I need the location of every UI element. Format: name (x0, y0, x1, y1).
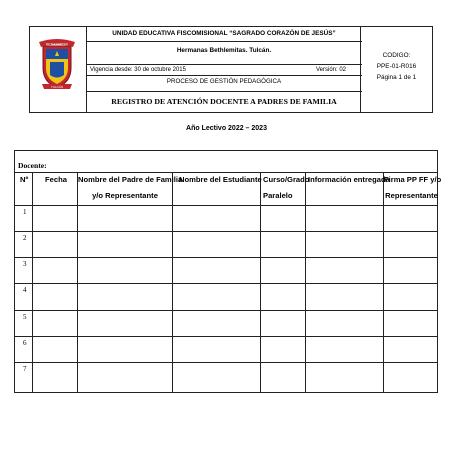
logo-text-bottom: TULCÁN (50, 85, 64, 89)
row-number: 4 (23, 286, 27, 294)
header-center (86, 27, 362, 112)
col-header-sign-line1: Firma PP FF y/o (384, 175, 442, 184)
document-header (29, 26, 433, 113)
col-header-parent-line1: Nombre del Padre de Familia (78, 175, 183, 184)
col-header-date: Fecha (45, 175, 67, 184)
row-number: 6 (23, 339, 27, 347)
school-crest-logo (37, 38, 77, 90)
institution-name: UNIDAD EDUCATIVA FISCOMISIONAL “SAGRADO CORAZÓN DE JESÚS” (112, 30, 336, 37)
row-number: 7 (23, 365, 27, 373)
col-header-info: Información entregada (308, 175, 390, 184)
school-year: Año Lectivo 2022 – 2023 (186, 125, 267, 132)
congregation-name: Hermanas Bethlemitas. Tulcán. (176, 47, 272, 54)
row-number: 3 (23, 260, 27, 268)
process-name: PROCESO DE GESTIÓN PEDAGÓGICA (166, 78, 282, 85)
logo-cell (30, 27, 87, 112)
register-table (14, 150, 442, 393)
col-header-course-line2: Paralelo (263, 191, 293, 200)
row-number: 2 (23, 234, 27, 242)
col-header-num: Nº (20, 175, 29, 184)
code-value: PPE-01-R016 (376, 63, 417, 70)
row-number: 5 (23, 313, 27, 321)
page-info: Página 1 de 1 (376, 74, 417, 81)
code-label: CODIGO: (382, 52, 411, 59)
form-title: REGISTRO DE ATENCIÓN DOCENTE A PADRES DE FAMILIA (111, 97, 337, 106)
validity-text: Vigencia desde: 30 de octubre 2015 (90, 67, 186, 73)
docente-label: Docente: (18, 161, 47, 170)
col-header-sign-line2: Representante (385, 191, 438, 200)
row-number: 1 (23, 208, 27, 216)
col-header-parent-line2: y/o Representante (92, 191, 158, 200)
logo-text-top: BETHLEMITAS (46, 42, 68, 47)
version-text: Versión: 02 (316, 67, 347, 73)
col-header-student: Nombre del Estudiante (179, 175, 262, 184)
col-header-course-line1: Curso/Grado (263, 175, 310, 184)
code-cell (360, 27, 432, 112)
